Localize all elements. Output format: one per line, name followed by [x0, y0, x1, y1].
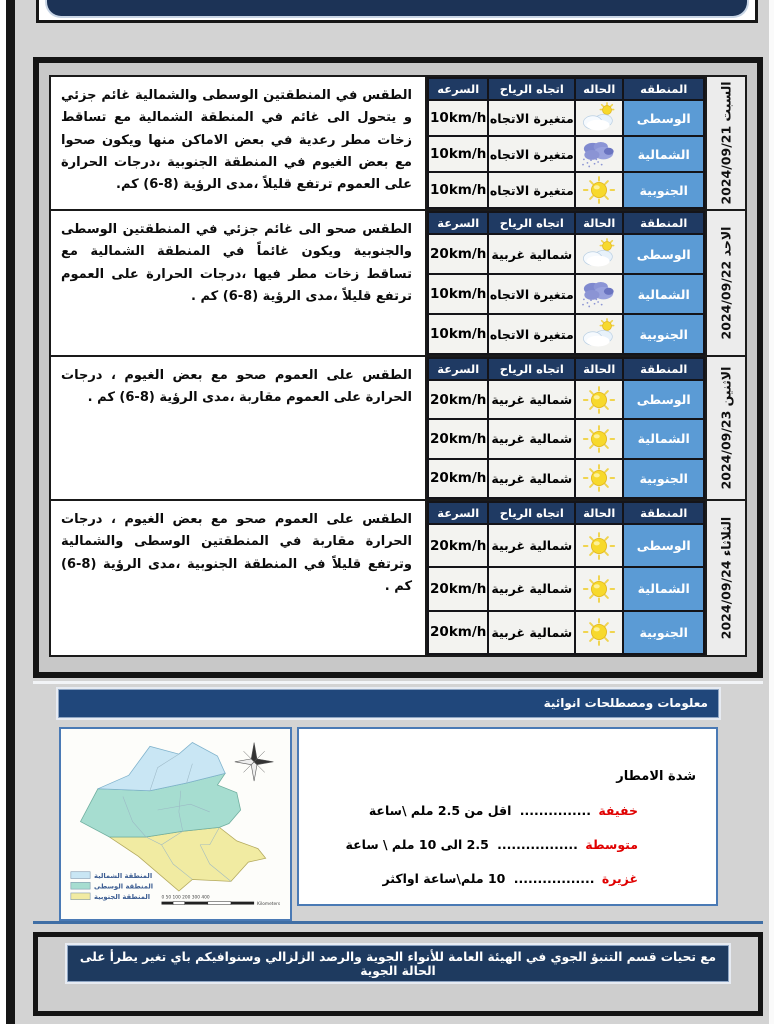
sunny-icon	[579, 616, 619, 648]
column-header: اتجاه الرياح	[488, 502, 575, 524]
iraq-regions-map	[61, 729, 290, 919]
page-right-margin	[769, 0, 774, 1024]
scan-edge-bar	[6, 0, 15, 1024]
forecast-table-wrap	[425, 77, 705, 209]
condition-cell	[575, 459, 623, 498]
region-cell: الشمالية	[623, 419, 704, 458]
condition-cell	[575, 274, 623, 314]
forecast-summary-text: الطقس على العموم صحو مع بعض الغيوم ، درجات الحرارة مقاربة في المنطقتين الوسطى والشمالية وترتفع قليلاً في المنطقة الجنوبية ،مدى الرؤية (8-6) كم .	[61, 512, 412, 595]
forecast-date-label: الاثنين 2024/09/23	[718, 366, 734, 490]
wind-speed-cell: 10km/h	[428, 136, 488, 172]
partly-cloudy-icon	[579, 102, 619, 134]
forecast-header-row	[428, 358, 704, 380]
sunny-icon	[579, 462, 619, 494]
rain-intensity-label: خفيفة	[598, 803, 638, 818]
region-cell: الوسطى	[623, 100, 704, 136]
wind-speed-cell: 20km/h	[428, 524, 488, 567]
forecast-row	[428, 380, 704, 419]
forecast-date-column	[705, 77, 745, 209]
condition-cell	[575, 314, 623, 354]
region-cell: الوسطى	[623, 524, 704, 567]
sunny-icon	[579, 384, 619, 416]
legend-swatch-central	[71, 882, 90, 889]
scale-unit: Kilometers	[256, 902, 281, 908]
wind-direction-cell: شمالية غربية	[488, 419, 575, 458]
column-header: المنطقة	[623, 212, 704, 234]
forecast-tbody	[428, 234, 704, 354]
legend-label-central: المنطقة الوسطى	[94, 882, 154, 891]
iraq-map-box	[59, 727, 292, 921]
wind-speed-cell: 10km/h	[428, 274, 488, 314]
rain-intensity-item-heavy	[299, 871, 638, 886]
wind-direction-cell: شمالية غربية	[488, 459, 575, 498]
forecast-date-column	[705, 501, 745, 655]
section-divider	[33, 681, 763, 684]
column-header: السرعة	[428, 212, 488, 234]
column-header: السرعه	[428, 78, 488, 100]
forecast-thead	[428, 78, 704, 100]
forecast-row	[428, 567, 704, 610]
column-header: المنطقه	[623, 78, 704, 100]
sunny-icon	[579, 423, 619, 455]
forecast-table-wrap	[425, 211, 705, 355]
wind-speed-cell: 20km/h	[428, 234, 488, 274]
wind-direction-cell: متغيرة الاتجاه	[488, 136, 575, 172]
condition-cell	[575, 136, 623, 172]
forecast-header-row	[428, 502, 704, 524]
condition-cell	[575, 172, 623, 208]
region-cell: الجنوبية	[623, 172, 704, 208]
wind-speed-cell: 20km/h	[428, 567, 488, 610]
wind-speed-cell: 20km/h	[428, 380, 488, 419]
forecast-row	[428, 136, 704, 172]
wind-direction-cell: شمالية غربية	[488, 380, 575, 419]
forecast-thead	[428, 358, 704, 380]
forecast-date-column	[705, 357, 745, 499]
column-header: اتجاه الرياح	[488, 78, 575, 100]
condition-cell	[575, 567, 623, 610]
column-header: الحاله	[575, 78, 623, 100]
partly-cloudy-icon	[579, 238, 619, 270]
rain-intensity-item-moderate	[299, 837, 638, 852]
column-header: الحالة	[575, 502, 623, 524]
wind-speed-cell: 20km/h	[428, 611, 488, 654]
region-cell: الشمالية	[623, 274, 704, 314]
wind-direction-cell: شمالية غربية	[488, 611, 575, 654]
footer-frame	[33, 932, 763, 1016]
sunny-icon	[579, 530, 619, 562]
condition-cell	[575, 380, 623, 419]
condition-cell	[575, 234, 623, 274]
forecast-table-wrap	[425, 357, 705, 499]
legend-label-south: المنطقة الجنوبية	[94, 893, 151, 902]
column-header: المنطقة	[623, 358, 704, 380]
forecast-row	[428, 100, 704, 136]
forecast-header-row	[428, 78, 704, 100]
forecast-row	[428, 274, 704, 314]
dots-leader: .................	[513, 871, 595, 886]
condition-cell	[575, 611, 623, 654]
forecast-table-wrap	[425, 501, 705, 655]
condition-cell	[575, 524, 623, 567]
forecast-table	[427, 77, 705, 209]
region-cell: الجنوبية	[623, 611, 704, 654]
forecast-block	[49, 355, 747, 501]
rain-intensity-value: 2.5 الى 10 ملم \ ساعة	[345, 837, 489, 852]
wind-direction-cell: متغيرة الاتجاه	[488, 314, 575, 354]
column-header: الحالة	[575, 358, 623, 380]
rain-intensity-value: 10 ملم\ساعة اواكثر	[382, 871, 506, 886]
rain-intensity-label: متوسطة	[585, 837, 638, 852]
forecast-block	[49, 209, 747, 357]
wind-speed-cell: 20km/h	[428, 459, 488, 498]
wind-direction-cell: شمالية غربية	[488, 524, 575, 567]
wind-speed-cell: 10km/h	[428, 172, 488, 208]
forecast-section-frame	[33, 57, 763, 678]
forecast-thead	[428, 212, 704, 234]
forecast-row	[428, 314, 704, 354]
forecast-tbody	[428, 380, 704, 498]
forecast-date-label: الاحد 2024/09/22	[718, 226, 734, 340]
legend-label-north: المنطقة الشمالية	[94, 872, 153, 881]
column-header: المنطقة	[623, 502, 704, 524]
sunny-icon	[579, 573, 619, 605]
forecast-header-row	[428, 212, 704, 234]
forecast-row	[428, 234, 704, 274]
wind-speed-cell: 10km/h	[428, 314, 488, 354]
condition-cell	[575, 100, 623, 136]
forecast-row	[428, 172, 704, 208]
forecast-row	[428, 611, 704, 654]
forecast-tbody	[428, 100, 704, 208]
region-cell: الجنوبية	[623, 459, 704, 498]
info-section-bottom-rule	[33, 921, 763, 924]
partly-cloudy-icon	[579, 318, 619, 350]
column-header: السرعة	[428, 358, 488, 380]
wind-direction-cell: شمالية غربية	[488, 234, 575, 274]
forecast-row	[428, 459, 704, 498]
dots-leader: .................	[497, 837, 578, 852]
forecast-blocks-container	[49, 75, 747, 657]
region-cell: الوسطى	[623, 234, 704, 274]
region-cell: الوسطى	[623, 380, 704, 419]
wind-speed-cell: 10km/h	[428, 100, 488, 136]
forecast-table	[427, 501, 705, 655]
forecast-date-column	[705, 211, 745, 355]
column-header: اتجاه الرياح	[488, 212, 575, 234]
forecast-date-label: السبت 2024/09/21	[718, 81, 734, 205]
info-section-banner: معلومات ومصطلحات انوائية	[59, 690, 718, 717]
column-header: السرعة	[428, 502, 488, 524]
footer-banner: مع تحيات قسم التنبؤ الجوي في الهيئة العامة للأنواء الجوية والرصد الزلزالي وسنوافيكم باي تغير يطرأ على الحالة الجوية	[68, 946, 728, 981]
forecast-row	[428, 524, 704, 567]
legend-swatch-north	[71, 872, 90, 879]
forecast-table	[427, 211, 705, 355]
rain-intensity-box	[297, 727, 718, 906]
top-header-frame	[36, 0, 758, 23]
region-cell: الشمالية	[623, 567, 704, 610]
wind-direction-cell: متغيرة الاتجاه	[488, 100, 575, 136]
rain-clouds-icon	[579, 278, 619, 310]
forecast-row	[428, 419, 704, 458]
rain-clouds-icon	[579, 138, 619, 170]
dots-leader: ...............	[519, 803, 591, 818]
forecast-date-label: الثلاثاء 2024/09/24	[718, 516, 734, 640]
forecast-table	[427, 357, 705, 499]
forecast-block	[49, 75, 747, 211]
wind-speed-cell: 20km/h	[428, 419, 488, 458]
rain-intensity-title: شدة الامطار	[616, 769, 696, 784]
legend-swatch-south	[71, 893, 90, 900]
forecast-block	[49, 499, 747, 657]
column-header: الحالة	[575, 212, 623, 234]
forecast-summary-text: الطقس في المنطقتين الوسطى والشمالية غائم جزئي و يتحول الى غائم في المنطقة الشمالية مع تساقط زخات مطر رعدية في بعض الاماكن منها ويكون صحوا مع بعض الغيوم في المنطقة الجنوبية ،درجات الحرارة على العموم ترتفع قليلاً ،مدى الرؤية (8-6) كم.	[61, 88, 412, 193]
sunny-icon	[579, 174, 619, 206]
region-cell: الجنوبية	[623, 314, 704, 354]
wind-direction-cell: شمالية غربية	[488, 567, 575, 610]
top-banner-cropped	[45, 0, 749, 18]
region-cell: الشمالية	[623, 136, 704, 172]
rain-intensity-label: غزيرة	[601, 871, 638, 886]
forecast-summary-text: الطقس صحو الى غائم جزئي في المنطقتين الوسطى والجنوبية ويكون غائماً في المنطقة الشمالية مع تساقط زخات مطر فيها ،درجات الحرارة على العموم ترتفع قليلاً ،مدى الرؤية (8-6) كم .	[61, 222, 412, 305]
condition-cell	[575, 419, 623, 458]
map-legend	[71, 872, 153, 901]
forecast-tbody	[428, 524, 704, 654]
rain-intensity-value: اقل من 2.5 ملم \ساعة	[368, 803, 512, 818]
rain-intensity-item-light	[299, 803, 638, 818]
wind-direction-cell: متغيرة الاتجاه	[488, 274, 575, 314]
scale-numbers: 0 50 100 200 300 400	[161, 895, 210, 901]
column-header: اتجاه الرياح	[488, 358, 575, 380]
wind-direction-cell: متغيرة الاتجاه	[488, 172, 575, 208]
forecast-thead	[428, 502, 704, 524]
forecast-summary-text: الطقس على العموم صحو مع بعض الغيوم ، درجات الحرارة على العموم مقاربة ،مدى الرؤية (8-6) كم .	[61, 368, 412, 406]
